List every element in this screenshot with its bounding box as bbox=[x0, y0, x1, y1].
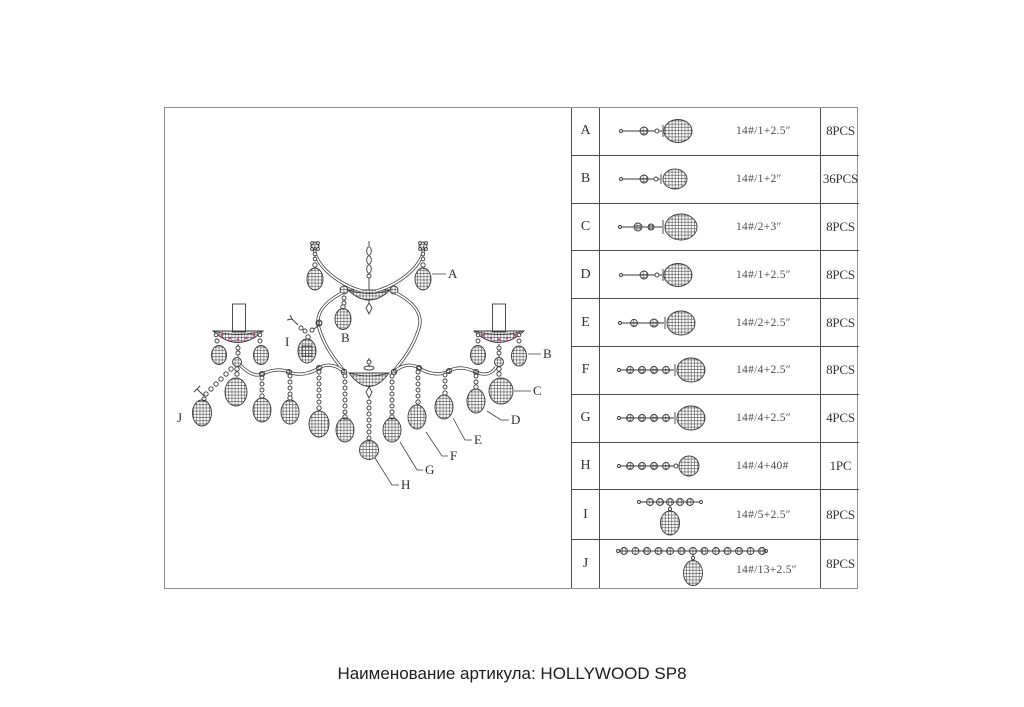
part-letter: G bbox=[572, 395, 600, 442]
ball-h bbox=[360, 441, 379, 460]
part-letter: F bbox=[572, 347, 600, 394]
part-qty: 8PCS bbox=[820, 540, 860, 588]
table-row-b bbox=[572, 156, 859, 204]
part-spec: 14#/2+3″ bbox=[736, 220, 782, 233]
label-i: I bbox=[285, 334, 290, 349]
part-letter: D bbox=[572, 251, 600, 298]
part-drawing-d bbox=[614, 258, 714, 292]
chandelier-diagram bbox=[165, 108, 571, 590]
label-j: J bbox=[177, 410, 183, 425]
part-spec: 14#/5+2.5″ bbox=[736, 508, 791, 521]
label-d: D bbox=[511, 412, 521, 427]
drop-318 bbox=[309, 370, 329, 437]
part-cell bbox=[600, 299, 820, 346]
drop-443 bbox=[435, 373, 453, 419]
part-spec: 14#/4+2.5″ bbox=[736, 412, 791, 425]
hook-assembly-i bbox=[287, 315, 322, 363]
part-spec: 14#/4+40# bbox=[736, 459, 789, 472]
part-letter: A bbox=[572, 108, 600, 155]
part-cell bbox=[600, 347, 820, 394]
right-candle-arm bbox=[471, 304, 527, 404]
part-letter: E bbox=[572, 299, 600, 346]
part-cell bbox=[600, 156, 820, 203]
table-row-g bbox=[572, 395, 859, 443]
part-letter: B bbox=[572, 156, 600, 203]
part-drawing-i bbox=[620, 492, 730, 538]
drop-261 bbox=[253, 376, 271, 422]
part-spec: 14#/1+2″ bbox=[736, 173, 782, 186]
table-row-d bbox=[572, 251, 859, 299]
part-qty: 1PC bbox=[820, 443, 860, 490]
table-row-f bbox=[572, 347, 859, 395]
ceiling-chain bbox=[367, 241, 372, 290]
label-f: F bbox=[450, 448, 458, 463]
part-qty: 8PCS bbox=[820, 299, 860, 346]
top-bowl bbox=[348, 290, 390, 314]
drop-416 bbox=[408, 370, 426, 429]
part-drawing-b bbox=[614, 162, 714, 196]
part-qty: 4PCS bbox=[820, 395, 860, 442]
label-e: E bbox=[474, 432, 482, 447]
drawing-frame bbox=[164, 107, 858, 589]
part-spec: 14#/4+2.5″ bbox=[736, 364, 791, 377]
part-qty: 8PCS bbox=[820, 251, 860, 298]
label-c: C bbox=[533, 383, 542, 398]
part-cell bbox=[600, 540, 820, 588]
part-cell bbox=[600, 108, 820, 155]
label-h: H bbox=[401, 477, 411, 492]
article-caption: Наименование артикула: HOLLYWOOD SP8 bbox=[337, 664, 687, 683]
part-drawing-f bbox=[614, 353, 726, 387]
leader-lines bbox=[375, 274, 541, 485]
lower-bowl bbox=[349, 358, 389, 460]
part-letter: J bbox=[572, 540, 600, 588]
part-cell bbox=[600, 251, 820, 298]
pendant-b-center bbox=[335, 296, 351, 330]
table-row-e bbox=[572, 299, 859, 347]
part-letter: I bbox=[572, 490, 600, 539]
label-a: A bbox=[448, 266, 458, 281]
part-qty: 8PCS bbox=[820, 204, 860, 251]
drop-289 bbox=[281, 374, 299, 424]
parts-table bbox=[571, 108, 859, 588]
part-drawing-c bbox=[614, 209, 724, 245]
part-cell bbox=[600, 395, 820, 442]
part-qty: 8PCS bbox=[820, 347, 860, 394]
drop-344 bbox=[336, 374, 354, 442]
part-letter: H bbox=[572, 443, 600, 490]
part-spec: 14#/1+2.5″ bbox=[736, 268, 791, 281]
part-drawing-h bbox=[614, 449, 726, 483]
part-qty: 36PCS bbox=[820, 156, 860, 203]
label-b-right: B bbox=[543, 346, 552, 361]
part-spec: 14#/2+2.5″ bbox=[736, 316, 791, 329]
part-cell bbox=[600, 204, 820, 251]
table-row-i bbox=[572, 490, 859, 540]
part-qty: 8PCS bbox=[820, 108, 860, 155]
label-g: G bbox=[425, 462, 435, 477]
part-cell bbox=[600, 490, 820, 539]
part-qty: 8PCS bbox=[820, 490, 860, 539]
part-drawing-e bbox=[614, 306, 718, 340]
part-spec: 14#/13+2.5″ bbox=[736, 564, 797, 577]
table-row-h bbox=[572, 443, 859, 491]
part-cell bbox=[600, 443, 820, 490]
label-b-top: B bbox=[341, 330, 350, 345]
drop-475 bbox=[467, 374, 485, 413]
part-drawing-g bbox=[614, 401, 726, 435]
part-letter: C bbox=[572, 204, 600, 251]
table-row-c bbox=[572, 204, 859, 252]
drop-391 bbox=[383, 374, 401, 442]
table-row-j bbox=[572, 540, 859, 588]
table-row-a bbox=[572, 108, 859, 156]
part-spec: 14#/1+2.5″ bbox=[736, 125, 791, 138]
part-drawing-a bbox=[614, 114, 714, 148]
